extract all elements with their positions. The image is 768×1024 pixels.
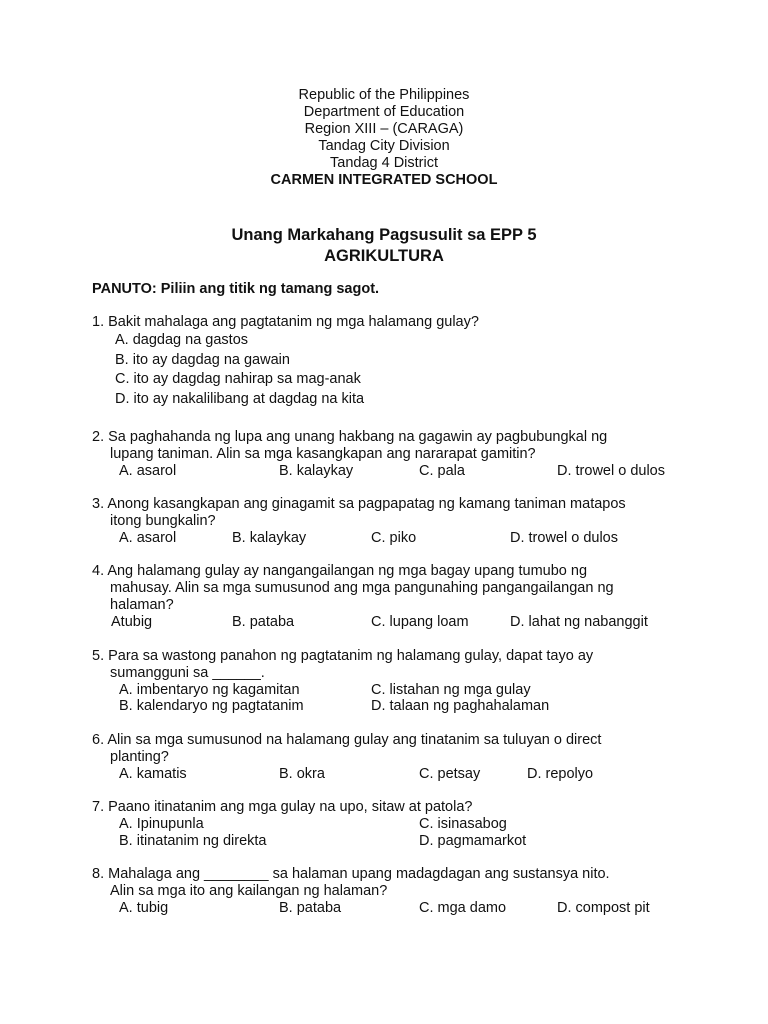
question-3 (92, 496, 712, 530)
header-line: Region XIII – (CARAGA) (304, 121, 464, 137)
option-c: C. mga damo (419, 900, 507, 916)
school-name: CARMEN INTEGRATED SCHOOL (270, 172, 498, 188)
option-d: D. ito ay nakalilibang at dagdag na kita (115, 390, 365, 407)
question-text: 1. Bakit mahalaga ang pagtatanim ng mga halamang gulay? (92, 314, 479, 330)
question-text: 4. Ang halamang gulay ay nangangailangan ng mga bagay upang tumubo ng (92, 563, 588, 579)
question-text: planting? (110, 749, 169, 765)
question-1 (92, 314, 712, 331)
option-b: B. kalaykay (279, 463, 354, 479)
question-6 (92, 732, 712, 766)
option-c: C. lupang loam (371, 614, 469, 630)
question-text: 8. Mahalaga ang ________ sa halaman upang madagdagan ang sustansya nito. (92, 866, 610, 882)
option-a: A. imbentaryo ng kagamitan (119, 682, 300, 698)
question-text: mahusay. Alin sa mga sumusunod ang mga pangunahing pangangailangan ng (110, 580, 614, 596)
option-c: C. piko (371, 530, 417, 546)
option-d: D. trowel o dulos (510, 530, 618, 546)
question-text: sumangguni sa ______. (110, 665, 265, 681)
exam-title (0, 225, 768, 267)
option-b: B. itinatanim ng direkta (119, 833, 267, 849)
option-d: D. pagmamarkot (419, 833, 527, 849)
question-text: 3. Anong kasangkapan ang ginagamit sa pagpapatag ng kamang taniman matapos (92, 496, 626, 512)
option-b: B. pataba (279, 900, 342, 916)
option-c: C. isinasabog (419, 816, 507, 832)
question-text: halaman? (110, 597, 174, 613)
question-2 (92, 429, 712, 463)
option-a: A. dagdag na gastos (115, 332, 249, 348)
question-text: lupang taniman. Alin sa mga kasangkapan ang nararapat gamitin? (110, 446, 536, 462)
question-4 (92, 563, 712, 614)
instructions: PANUTO: Piliin ang titik ng tamang sagot. (92, 281, 380, 297)
option-c: C. ito ay dagdag nahirap sa mag-anak (115, 371, 361, 387)
question-text: 2. Sa paghahanda ng lupa ang unang hakbang na gagawin ay pagbubungkal ng (92, 429, 608, 445)
header-line: Republic of the Philippines (298, 87, 470, 103)
option-d: D. lahat ng nabanggit (510, 614, 648, 630)
option-a: Atubig (111, 614, 153, 630)
header-line: Department of Education (303, 104, 465, 120)
question-text: 7. Paano itinatanim ang mga gulay na upo, sitaw at patola? (92, 799, 473, 815)
option-c: C. petsay (419, 766, 481, 782)
header-line: Tandag City Division (318, 138, 450, 154)
exam-title-line1: Unang Markahang Pagsusulit sa EPP 5 (231, 226, 537, 244)
question-5 (92, 648, 712, 682)
option-b: B. ito ay dagdag na gawain (115, 351, 290, 368)
question-1-options (115, 331, 364, 409)
option-d: D. talaan ng paghahalaman (371, 698, 550, 714)
question-text: 6. Alin sa mga sumusunod na halamang gulay ang tinatanim sa tuluyan o direct (92, 732, 602, 748)
document-header (0, 87, 768, 189)
option-a: A. asarol (119, 530, 177, 546)
question-text: 5. Para sa wastong panahon ng pagtatanim ng halamang gulay, dapat tayo ay (92, 648, 594, 664)
option-b: B. pataba (232, 614, 295, 630)
option-b: B. kalaykay (232, 530, 307, 546)
option-c: C. pala (419, 463, 465, 479)
option-d: D. trowel o dulos (557, 463, 665, 479)
option-c: C. listahan ng mga gulay (371, 682, 531, 698)
option-a: A. asarol (119, 463, 177, 479)
question-text: Alin sa mga ito ang kailangan ng halaman? (110, 883, 388, 899)
question-text: itong bungkalin? (110, 513, 216, 529)
option-b: B. kalendaryo ng pagtatanim (119, 698, 304, 714)
question-7 (92, 799, 712, 816)
option-d: D. compost pit (557, 900, 650, 916)
question-8 (92, 866, 712, 900)
option-b: B. okra (279, 766, 325, 782)
exam-subject: AGRIKULTURA (324, 247, 444, 265)
option-a: A. tubig (119, 900, 169, 916)
option-a: A. kamatis (119, 766, 187, 782)
option-d: D. repolyo (527, 766, 594, 782)
option-a: A. Ipinupunla (119, 816, 204, 832)
header-line: Tandag 4 District (330, 155, 438, 171)
